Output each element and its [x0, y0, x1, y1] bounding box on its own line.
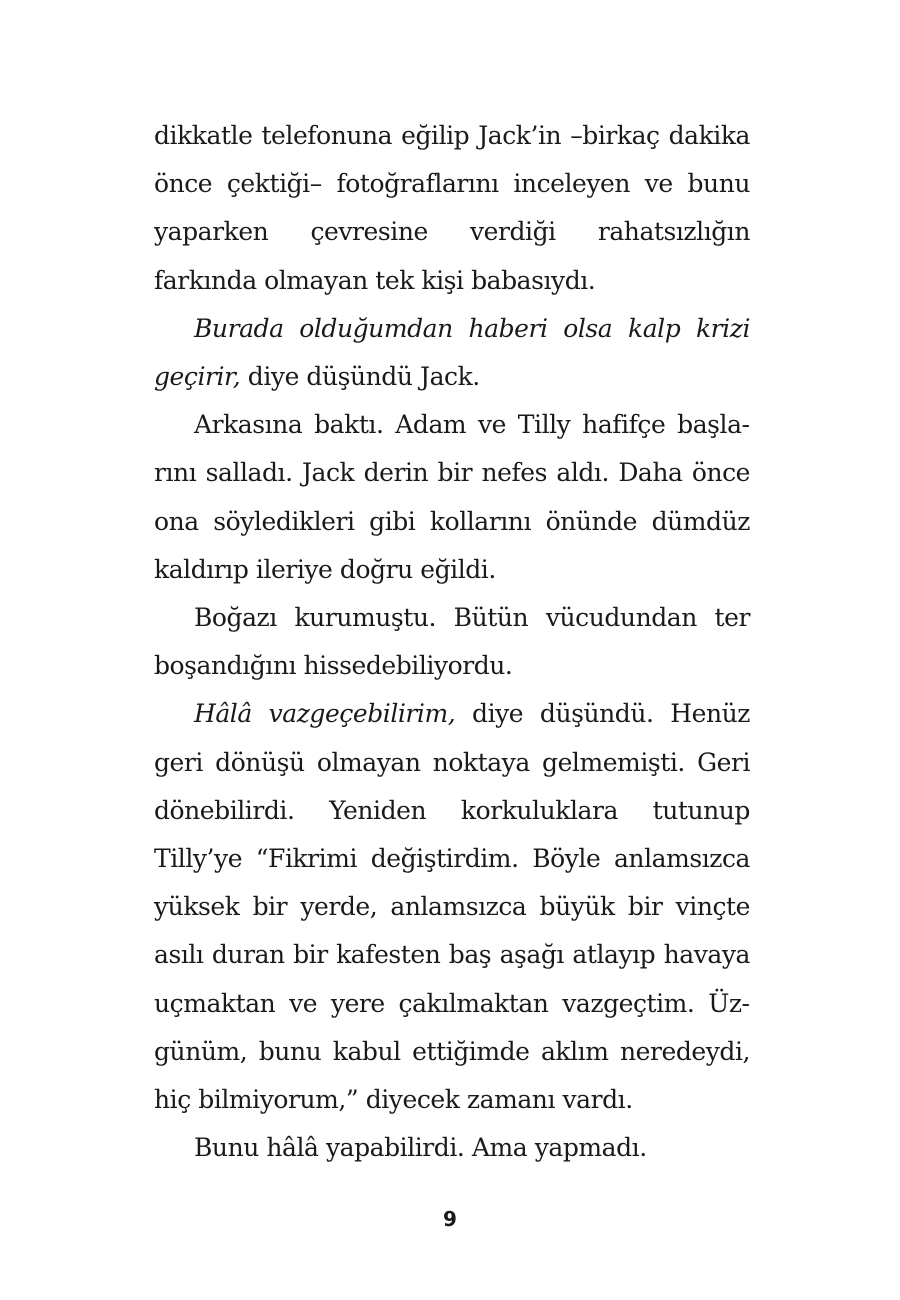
paragraph-3: [154, 401, 750, 594]
paragraph-2-italic-thought: Burada olduğumdan haberi olsa kalp krizi geçirir,: [154, 313, 750, 392]
paragraph-3-text: Arkasına baktı. Adam ve Tilly hafifçe başlarını salladı. Jack derin bir nefes aldı. Daha önce ona söyledikleri gibi kollarını önünde dümdüz kaldırıp ileriye doğru eğildi.: [154, 410, 750, 584]
paragraph-6-text: Bunu hâlâ yapabilirdi. Ama yapmadı.: [194, 1133, 647, 1163]
paragraph-2-text: diye düşündü Jack.: [240, 362, 480, 392]
body-text: [154, 112, 750, 1172]
paragraph-5-text: diye düşündü. Henüz geri dönüşü olmayan noktaya gelmemişti. Geri dönebilirdi. Yeniden korkuluklara tutunup Tilly’ye “Fikrimi değiştirdim. Böyle anlamsızca yüksek bir yerde, anlamsızca büyük bir vinçte asılı duran bir kafesten baş aşağı atlayıp havaya uçmaktan ve yere çakılmaktan vazgeçtim. Üzgünüm, bunu kabul ettiğimde aklım neredeydi, hiç bilmiyorum,” diyecek zamanı vardı.: [154, 699, 750, 1115]
page-number: 9: [443, 1207, 457, 1231]
paragraph-1: [154, 112, 750, 305]
paragraph-4: [154, 594, 750, 690]
paragraph-2: [154, 305, 750, 401]
paragraph-5: [154, 690, 750, 1124]
paragraph-1-text: dikkatle telefonuna eğilip Jack’in –birkaç dakika önce çektiği– fotoğraflarını inceleyen ve bunu yaparken çevresine verdiği rahatsızlığın farkında olmayan tek kişi babasıydı.: [154, 121, 750, 295]
paragraph-4-text: Boğazı kurumuştu. Bütün vücudundan ter boşandığını hissedebiliyordu.: [154, 603, 750, 681]
paragraph-6: [154, 1124, 750, 1172]
paragraph-5-italic-thought: Hâlâ vazgeçebilirim,: [194, 699, 456, 729]
